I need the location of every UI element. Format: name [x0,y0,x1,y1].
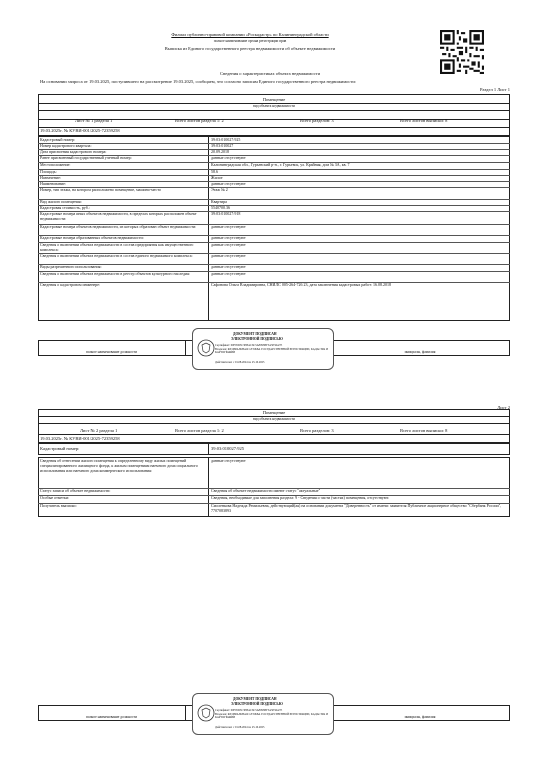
page1-e-signature-stamp: ДОКУМЕНТ ПОДПИСАН ЭЛЕКТРОННОЙ ПОДПИСЬЮ Сертификат: 00F95D5C3EBAC6C5A8095BF5A5E56A7E Владелец: ФЕДЕРАЛЬНАЯ СЛУЖБА ГОСУДАРСТВЕННОЙ РЕГИСТРАЦИИ, КАДАСТРА И КАРТОГРАФИИ Действителен: с 01.08.2024 по 25.10.2025 [192,328,334,370]
page1-row-value: Этаж № 2 [211,187,228,192]
page1-row-value: данные отсутствуют [211,264,246,269]
page2-sheet-label: Лист 2 [497,405,510,410]
page1-row-value: Калининградская обл., Гурьевский р-н., г. Гурьевск, ул. Крайняя, дом № 3А, кв. 7 [211,162,350,167]
page1-row-label: Сведения о включении объекта недвижимости в состав единого недвижимого комплекса: [40,253,193,258]
page2-row-value: Сведения об объекте недвижимости имеют статус "актуальные" [211,488,321,493]
page1-row-label: Номер кадастрового квартала: [40,143,92,148]
page1-row-value: данные отсутствуют [211,181,246,186]
page2-object-type-sub: вид объекта недвижимости [253,417,295,421]
page1-row-label: Наименование: [40,181,67,186]
page1-row-value: данные отсутствуют [211,271,246,276]
page1-row-label: Ранее присвоенный государственный учетный номер: [40,155,132,160]
page1-row-label: Дата присвоения кадастрового номера: [40,149,107,154]
page1-row-label: Кадастровый номер: [40,137,75,142]
page1-sheets-total: Всего листов выписки: 8 [400,118,448,123]
page1-sections-total: Всего разделов: 3 [300,118,334,123]
page1-row-label: Кадастровые номера иных объектов недвижимости, в пределах которых расположен объект недвижимости: [40,211,197,221]
page1-row-value: данные отсутствуют [211,235,246,240]
emblem-icon [197,704,215,722]
page1-row-label: Местоположение: [40,162,71,167]
page2-e-signature-stamp: ДОКУМЕНТ ПОДПИСАН ЭЛЕКТРОННОЙ ПОДПИСЬЮ Сертификат: 00F95D5C3EBAC6C5A8095BF5A5E56A7E Владелец: ФЕДЕРАЛЬНАЯ СЛУЖБА ГОСУДАРСТВЕННОЙ РЕГИСТРАЦИИ, КАДАСТРА И КАРТОГРАФИИ Действителен: с 01.08.2024 по 25.10.2025 [192,693,334,735]
page2-cad-label: Кадастровый номер: [40,446,80,451]
page1-row-label: Номер, тип этажа, на котором расположено помещение, машино-место [40,187,162,192]
page1-row-label: Кадастровые номера объектов недвижимости, из которых образован объект недвижимости: [40,224,197,229]
page1-row-value: 39:03:010027 [211,143,234,148]
page1-row-value: 20.09.2018 [211,149,229,154]
page1-row-value: Жилое [211,175,223,180]
org-name: Филиал публично-правовой компании «Роскадастр» по Калининградской области [171,32,329,37]
page1-row-value: данные отсутствуют [211,155,246,160]
org-sub: полное наименование органа регистрации прав [213,39,287,43]
page2-row-label: Статус записи об объекте недвижимости: [40,488,111,493]
page1-sheets-section: Всего листов раздела 1: 2 [175,118,224,123]
page1-row-value: 39:03:010027:918 [211,211,241,216]
page2-row-value: Смоленкова Надежда Ремильевна, действующий(ая) на основании документа "Доверенность" от имени: заявителя Публичное акционерное общество "Сбербанк России", 7707083893 [211,503,502,513]
page1-row-label: Кадастровые номера образованных объектов недвижимости: [40,235,144,240]
page2-row-value: Сведения, необходимые для заполнения раздела: 9 - Сведения о части (частях) помещения, отсутствуют. [211,495,390,500]
page1-row-label: Вид жилого помещения: [40,199,82,204]
page2-sheets-section: Всего листов раздела 1: 2 [175,428,224,433]
emblem-icon [197,339,215,357]
page1-row-value: 58.6 [211,169,218,174]
page1-object-type-sub: вид объекта недвижимости [253,104,295,108]
page1-sig-left: полное наименование должности [85,350,138,354]
page2-sig-left: полное наименование должности [85,715,138,719]
page1-sig-right: инициалы, фамилия [404,350,436,354]
page2-cad-value: 39:03:010027:925 [211,446,245,451]
page1-row-value: Квартира [211,199,227,204]
page1-row-label: Площадь: [40,169,57,174]
page2-doc-number: 19.03.2025г. № КУВИ-001/2025-72359258 [40,436,120,441]
page2-row-label: Сведения об отнесении жилого помещения к определенному виду жилых помещений специализированного жилищного фонда, к жилым помещениям наемного дома социального использования или наемного дома коммерческого использования: [40,458,198,473]
page1-row-label: Сведения о включении объекта недвижимости в состав предприятия как имущественного комплекса: [40,242,194,252]
page1-sheet-no: Лист № 1 раздела 1 [75,118,113,123]
page1-row-label: Кадастровая стоимость, руб.: [40,205,90,210]
qr-code-icon [440,30,484,74]
page1-row-value: 39:03:010027:925 [211,137,241,142]
page1-row-value: данные отсутствуют [211,242,246,247]
page1-row-label: Сведения о включении объекта недвижимости в реестр объектов культурного наследия: [40,271,191,276]
intro-text: На основании запроса от 19.03.2025, поступившего на рассмотрение 19.03.2025, сообщаем, что согласно записям Единого государственного реестра недвижимости: [40,79,357,84]
page2-sheet-no: Лист № 2 раздела 1 [80,428,118,433]
section-sheet: Раздел 1 Лист 1 [479,87,510,92]
page1-row-value: Сафонова Ольга Владимировна, СНИЛС 005-264-726 23, дата заключения кадастровых работ: 16.08.2018 [211,282,392,287]
page2-sheets-total: Всего листов выписки: 8 [400,428,448,433]
page2-sig-right: инициалы, фамилия [404,715,436,719]
page1-row-value: 5540700.36 [211,205,230,210]
section-title: Сведения о характеристиках объекта недвижимости [219,71,321,76]
page1-row-label: Виды разрешенного использования: [40,264,102,269]
page1-doc-number: 19.03.2025г. № КУВИ-001/2025-72359258 [40,128,120,133]
page1-object-type: Помещение [262,97,286,102]
page2-row-label: Особые отметки: [40,495,70,500]
page2-row-value: данные отсутствуют [211,458,246,463]
page1-row-label: Сведения о кадастровом инженере: [40,282,101,287]
page1-row-value: данные отсутствуют [211,253,246,258]
extract-title: Выписка из Единого государственного реестра недвижимости об объекте недвижимости [164,46,336,51]
page2-row-label: Получатель выписки: [40,503,77,508]
page1-row-label: Назначение: [40,175,61,180]
page2-sections-total: Всего разделов: 3 [300,428,334,433]
page1-row-value: данные отсутствуют [211,224,246,229]
page2-object-type: Помещение [262,410,286,415]
